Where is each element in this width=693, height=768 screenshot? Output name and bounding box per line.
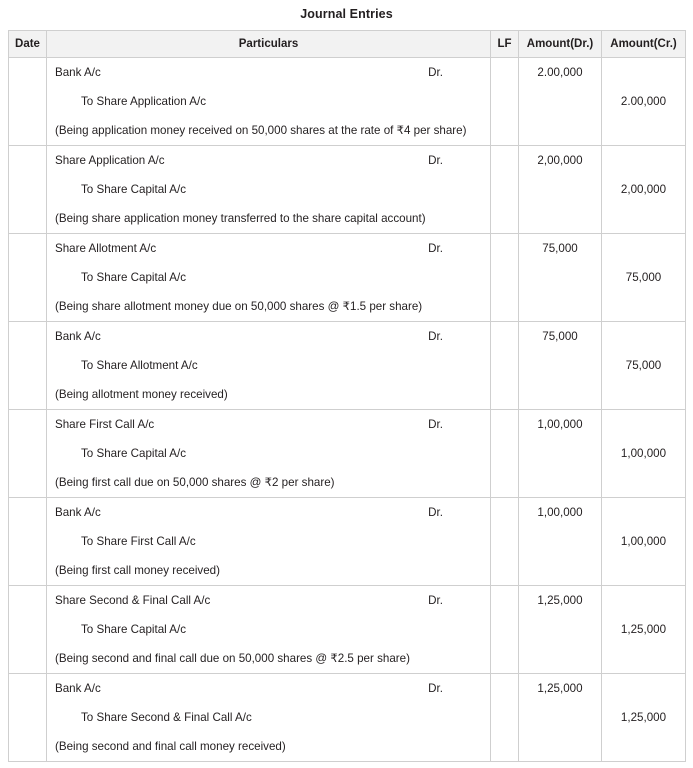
- narration-line: (Being application money received on 50,000 shares at the rate of ₹4 per share): [55, 124, 467, 137]
- cell-amount-dr: [519, 322, 602, 410]
- credit-account-line: To Share Application A/c: [81, 95, 207, 108]
- cell-lf: [491, 322, 519, 410]
- amount-cr-spacer: [602, 322, 685, 351]
- narration-line: (Being allotment money received): [55, 388, 228, 401]
- credit-account-line: To Share Capital A/c: [81, 271, 187, 284]
- debit-account-line: [47, 58, 490, 87]
- cell-lf: [491, 58, 519, 146]
- cell-particulars: [47, 674, 491, 762]
- table-row: [9, 58, 686, 146]
- amount-dr-value: 75,000: [542, 242, 578, 255]
- debit-account-line: [47, 146, 490, 175]
- amount-cr-value: 75,000: [625, 359, 662, 372]
- cell-amount-dr: [519, 410, 602, 498]
- cell-date: [9, 234, 47, 322]
- cell-amount-dr: [519, 586, 602, 674]
- cell-date: [9, 498, 47, 586]
- column-header-amount-cr: Amount(Cr.): [602, 31, 686, 58]
- credit-account-line: To Share First Call A/c: [81, 535, 196, 548]
- cell-date: [9, 410, 47, 498]
- cell-particulars: [47, 586, 491, 674]
- table-body: [9, 58, 686, 762]
- cell-particulars: [47, 322, 491, 410]
- cell-particulars: [47, 410, 491, 498]
- dr-marker: Dr.: [428, 242, 443, 255]
- cell-lf: [491, 674, 519, 762]
- cell-particulars: [47, 234, 491, 322]
- amount-cr-value: 2.00,000: [620, 95, 667, 108]
- column-header-particulars: Particulars: [47, 31, 491, 58]
- amount-cr-spacer: [602, 586, 685, 615]
- amount-cr-value: 75,000: [625, 271, 662, 284]
- dr-marker: Dr.: [428, 594, 443, 607]
- table-row: [9, 410, 686, 498]
- table-header-row: [9, 31, 686, 58]
- dr-marker: Dr.: [428, 682, 443, 695]
- narration-line: (Being share allotment money due on 50,000 shares @ ₹1.5 per share): [55, 300, 423, 313]
- credit-account-line: To Share Allotment A/c: [81, 359, 198, 372]
- cell-lf: [491, 498, 519, 586]
- cell-amount-cr: [602, 146, 686, 234]
- debit-account-line: [47, 498, 490, 527]
- cell-amount-cr: [602, 234, 686, 322]
- amount-cr-spacer: [602, 410, 685, 439]
- dr-marker: Dr.: [428, 418, 443, 431]
- table-row: [9, 498, 686, 586]
- amount-cr-value: 1,25,000: [620, 711, 667, 724]
- debit-account-line: [47, 586, 490, 615]
- amount-dr-value: 1,00,000: [537, 506, 583, 519]
- debit-account-label: Bank A/c: [55, 330, 101, 343]
- amount-dr-value: 1,00,000: [537, 418, 583, 431]
- cell-particulars: [47, 146, 491, 234]
- amount-dr-value: 75,000: [542, 330, 578, 343]
- dr-marker: Dr.: [428, 154, 443, 167]
- debit-account-label: Share Second & Final Call A/c: [55, 594, 211, 607]
- debit-account-label: Bank A/c: [55, 66, 101, 79]
- credit-account-line: To Share Capital A/c: [81, 623, 187, 636]
- narration-line: (Being share application money transferred to the share capital account): [55, 212, 426, 225]
- cell-amount-cr: [602, 498, 686, 586]
- cell-lf: [491, 586, 519, 674]
- table-row: [9, 322, 686, 410]
- cell-amount-dr: [519, 234, 602, 322]
- amount-cr-value: 1,00,000: [620, 447, 667, 460]
- amount-cr-value: 1,00,000: [620, 535, 667, 548]
- debit-account-line: [47, 410, 490, 439]
- column-header-amount-dr: Amount(Dr.): [519, 31, 602, 58]
- narration-line: (Being second and final call due on 50,000 shares @ ₹2.5 per share): [55, 652, 410, 665]
- debit-account-label: Share First Call A/c: [55, 418, 155, 431]
- cell-amount-dr: [519, 146, 602, 234]
- credit-account-line: To Share Second & Final Call A/c: [81, 711, 252, 724]
- amount-cr-spacer: [602, 234, 685, 263]
- amount-dr-value: 2,00,000: [537, 154, 583, 167]
- column-header-lf: LF: [491, 31, 519, 58]
- amount-dr-value: 2.00,000: [537, 66, 583, 79]
- cell-lf: [491, 410, 519, 498]
- cell-amount-cr: [602, 322, 686, 410]
- cell-amount-cr: [602, 58, 686, 146]
- cell-particulars: [47, 498, 491, 586]
- cell-date: [9, 146, 47, 234]
- amount-cr-value: 1,25,000: [620, 623, 667, 636]
- cell-date: [9, 586, 47, 674]
- narration-line: (Being first call money received): [55, 564, 220, 577]
- cell-amount-cr: [602, 674, 686, 762]
- cell-amount-cr: [602, 586, 686, 674]
- dr-marker: Dr.: [428, 506, 443, 519]
- debit-account-line: [47, 674, 490, 703]
- debit-account-label: Bank A/c: [55, 682, 101, 695]
- debit-account-line: [47, 234, 490, 263]
- table-row: [9, 674, 686, 762]
- amount-cr-spacer: [602, 58, 685, 87]
- narration-line: (Being second and final call money received): [55, 740, 286, 753]
- column-header-date: Date: [9, 31, 47, 58]
- amount-cr-spacer: [602, 146, 685, 175]
- narration-line: (Being first call due on 50,000 shares @ ₹2 per share): [55, 476, 335, 489]
- debit-account-label: Bank A/c: [55, 506, 101, 519]
- cell-amount-cr: [602, 410, 686, 498]
- cell-lf: [491, 146, 519, 234]
- cell-date: [9, 674, 47, 762]
- cell-particulars: [47, 58, 491, 146]
- cell-date: [9, 322, 47, 410]
- debit-account-line: [47, 322, 490, 351]
- table-header: [9, 31, 686, 58]
- cell-amount-dr: [519, 58, 602, 146]
- amount-dr-value: 1,25,000: [537, 594, 583, 607]
- credit-account-line: To Share Capital A/c: [81, 183, 187, 196]
- table-row: [9, 146, 686, 234]
- cell-amount-dr: [519, 498, 602, 586]
- debit-account-label: Share Application A/c: [55, 154, 165, 167]
- table-row: [9, 586, 686, 674]
- cell-lf: [491, 234, 519, 322]
- amount-cr-spacer: [602, 674, 685, 703]
- credit-account-line: To Share Capital A/c: [81, 447, 187, 460]
- journal-entries-table: [8, 30, 686, 762]
- amount-cr-value: 2,00,000: [620, 183, 667, 196]
- debit-account-label: Share Allotment A/c: [55, 242, 157, 255]
- dr-marker: Dr.: [428, 66, 443, 79]
- amount-cr-spacer: [602, 498, 685, 527]
- amount-dr-value: 1,25,000: [537, 682, 583, 695]
- dr-marker: Dr.: [428, 330, 443, 343]
- page-title: Journal Entries: [300, 7, 393, 21]
- cell-amount-dr: [519, 674, 602, 762]
- table-row: [9, 234, 686, 322]
- cell-date: [9, 58, 47, 146]
